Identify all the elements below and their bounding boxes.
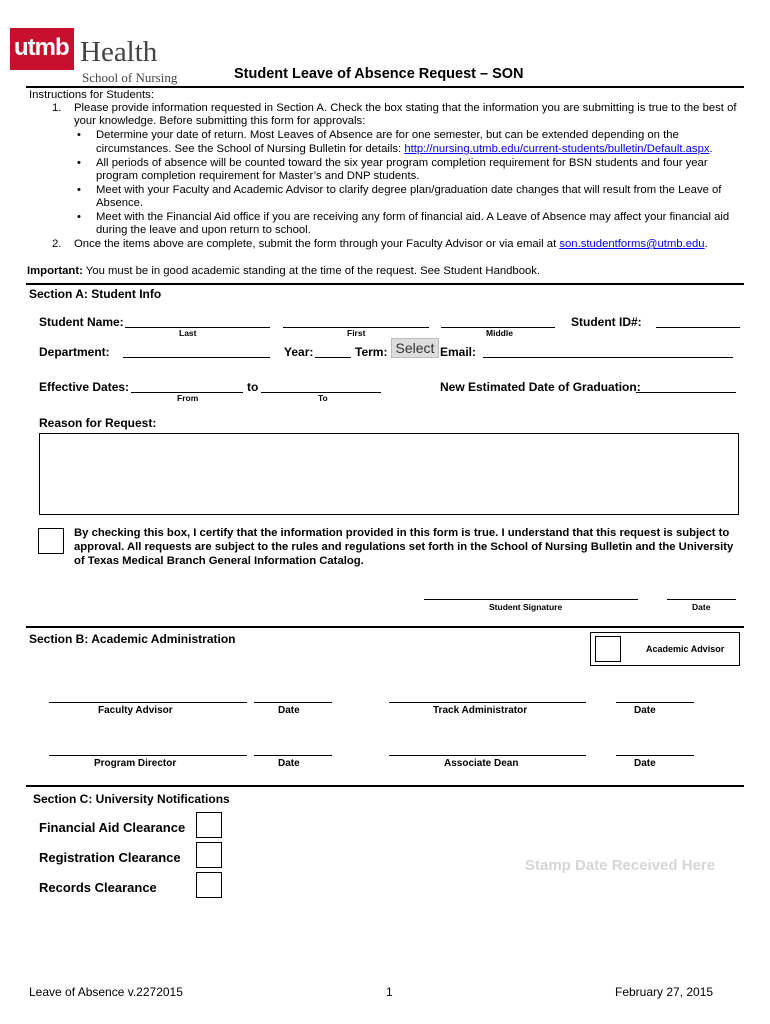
important-label: Important:: [27, 265, 83, 277]
bullet-glyph: •: [77, 129, 81, 141]
form-date: February 27, 2015: [615, 985, 714, 999]
form-version: Leave of Absence v.2272015: [29, 985, 183, 999]
academic-advisor-checkbox[interactable]: [595, 636, 621, 662]
instr-bullet2: All periods of absence will be counted toward the six year program completion requirement for BSN students and four year: [96, 157, 708, 169]
program-director-caption: Program Director: [94, 758, 177, 769]
records-label: Records Clearance: [39, 880, 157, 895]
student-id-field[interactable]: [656, 327, 740, 328]
instr-bullet1-text: circumstances. See the School of Nursing Bulletin for details:: [96, 143, 405, 155]
records-checkbox[interactable]: [196, 872, 222, 898]
instr-bullet3-cont: Absence.: [96, 197, 144, 209]
logo-school-text: School of Nursing: [82, 70, 178, 85]
bullet-glyph: •: [77, 157, 81, 169]
to-label: to: [247, 380, 259, 394]
track-admin-date-field[interactable]: [616, 702, 694, 703]
stamp-area-text: Stamp Date Received Here: [525, 857, 716, 874]
term-select[interactable]: Select: [391, 338, 439, 358]
instr-bullet4-cont: during the leave and upon return to school.: [96, 224, 311, 236]
utmb-logo-mark: [10, 28, 74, 70]
instr-item2-text: Once the items above are complete, submit the form through your Faculty Advisor or via email at: [74, 238, 560, 250]
faculty-advisor-date-field[interactable]: [254, 702, 332, 703]
student-forms-email-link[interactable]: son.studentforms@utmb.edu: [559, 238, 705, 250]
financial-aid-checkbox[interactable]: [196, 812, 222, 838]
certify-text-2: approval. All requests are subject to the rules and regulations set forth in the School of Nursing Bulletin and the University: [74, 541, 734, 553]
instr-item2: [74, 238, 708, 251]
student-signature-caption: Student Signature: [489, 602, 563, 612]
registration-checkbox[interactable]: [196, 842, 222, 868]
term-label: Term:: [355, 345, 388, 359]
year-field[interactable]: [315, 357, 351, 358]
instr-bullet2-cont: program completion requirement for Master’s and DNP students.: [96, 170, 420, 182]
instr-item2-number: 2.: [52, 238, 62, 250]
signature-date-caption: Date: [692, 602, 711, 612]
associate-dean-date-field[interactable]: [616, 755, 694, 756]
to-caption: To: [318, 393, 328, 403]
page-number: 1: [386, 985, 393, 999]
faculty-advisor-signature-field[interactable]: [49, 702, 247, 703]
instr-item1-text: Please provide information requested in Section A. Check the box stating that the information you are submitting is true to the best of: [74, 102, 737, 114]
instr-bullet1: Determine your date of return. Most Leaves of Absence are for one semester, but can be extended depending on the: [96, 129, 679, 141]
certify-text-3: of Texas Medical Branch General Information Catalog.: [74, 555, 364, 567]
program-director-signature-field[interactable]: [49, 755, 247, 756]
date-caption: Date: [278, 705, 300, 716]
bullet-glyph: •: [77, 211, 81, 223]
reason-label: Reason for Request:: [39, 416, 157, 430]
instructions-heading: Instructions for Students:: [29, 89, 154, 101]
important-text: You must be in good academic standing at the time of the request. See Student Handbook.: [82, 265, 541, 277]
certify-checkbox[interactable]: [38, 528, 64, 554]
logo-mark-text: utmb: [14, 34, 69, 61]
student-name-label: Student Name:: [39, 315, 124, 329]
financial-aid-label: Financial Aid Clearance: [39, 820, 186, 835]
date-caption: Date: [634, 705, 656, 716]
last-name-field[interactable]: [125, 327, 270, 328]
section-b-heading: Section B: Academic Administration: [29, 632, 236, 646]
bullet-glyph: •: [77, 184, 81, 196]
section-c-divider: [26, 785, 744, 787]
associate-dean-caption: Associate Dean: [444, 758, 519, 769]
instr-bullet3: Meet with your Faculty and Academic Advisor to clarify degree plan/graduation date changes that will result from the Leave of: [96, 184, 722, 196]
important-note: [27, 265, 540, 278]
new-grad-date-field[interactable]: [636, 392, 736, 393]
email-field[interactable]: [483, 357, 733, 358]
department-field[interactable]: [123, 357, 270, 358]
certify-text-1: By checking this box, I certify that the information provided in this form is true. I understand that this request is subject to: [74, 527, 730, 539]
date-caption: Date: [634, 758, 656, 769]
instr-bullet4: Meet with the Financial Aid office if you are receiving any form of financial aid. A Leave of Absence may affect your financial aid: [96, 211, 730, 223]
instr-item1-number: 1.: [52, 102, 62, 114]
logo-health-text: Health: [80, 36, 158, 68]
associate-dean-signature-field[interactable]: [389, 755, 586, 756]
program-director-date-field[interactable]: [254, 755, 332, 756]
middle-caption: Middle: [486, 328, 513, 338]
track-admin-caption: Track Administrator: [433, 705, 528, 716]
student-signature-date-field[interactable]: [667, 599, 736, 600]
reason-textarea[interactable]: [39, 433, 739, 515]
period: .: [704, 238, 708, 250]
first-caption: First: [347, 328, 366, 338]
title-divider: [26, 86, 744, 88]
student-id-label: Student ID#:: [571, 315, 642, 329]
section-c-heading: Section C: University Notifications: [33, 792, 230, 806]
bulletin-link[interactable]: http://nursing.utmb.edu/current-students/bulletin/Default.aspx: [404, 143, 710, 155]
section-b-divider: [26, 626, 744, 628]
period: .: [709, 143, 713, 155]
effective-dates-label: Effective Dates:: [39, 380, 130, 394]
registration-label: Registration Clearance: [39, 850, 181, 865]
instr-bullet1-cont: [96, 143, 713, 156]
new-grad-date-label: New Estimated Date of Graduation:: [440, 380, 641, 394]
faculty-advisor-caption: Faculty Advisor: [98, 705, 173, 716]
page-title: Student Leave of Absence Request – SON: [234, 66, 524, 82]
section-a-heading: Section A: Student Info: [29, 287, 162, 301]
from-caption: From: [177, 393, 199, 403]
last-caption: Last: [179, 328, 197, 338]
section-a-divider: [26, 283, 744, 285]
student-signature-field[interactable]: [424, 599, 638, 600]
year-label: Year:: [284, 345, 314, 359]
academic-advisor-label: Academic Advisor: [646, 644, 725, 654]
date-caption: Date: [278, 758, 300, 769]
department-label: Department:: [39, 345, 110, 359]
instr-item1-text-cont: your knowledge. Before submitting this form for approvals:: [74, 115, 366, 127]
track-admin-signature-field[interactable]: [389, 702, 586, 703]
email-label: Email:: [440, 345, 477, 359]
